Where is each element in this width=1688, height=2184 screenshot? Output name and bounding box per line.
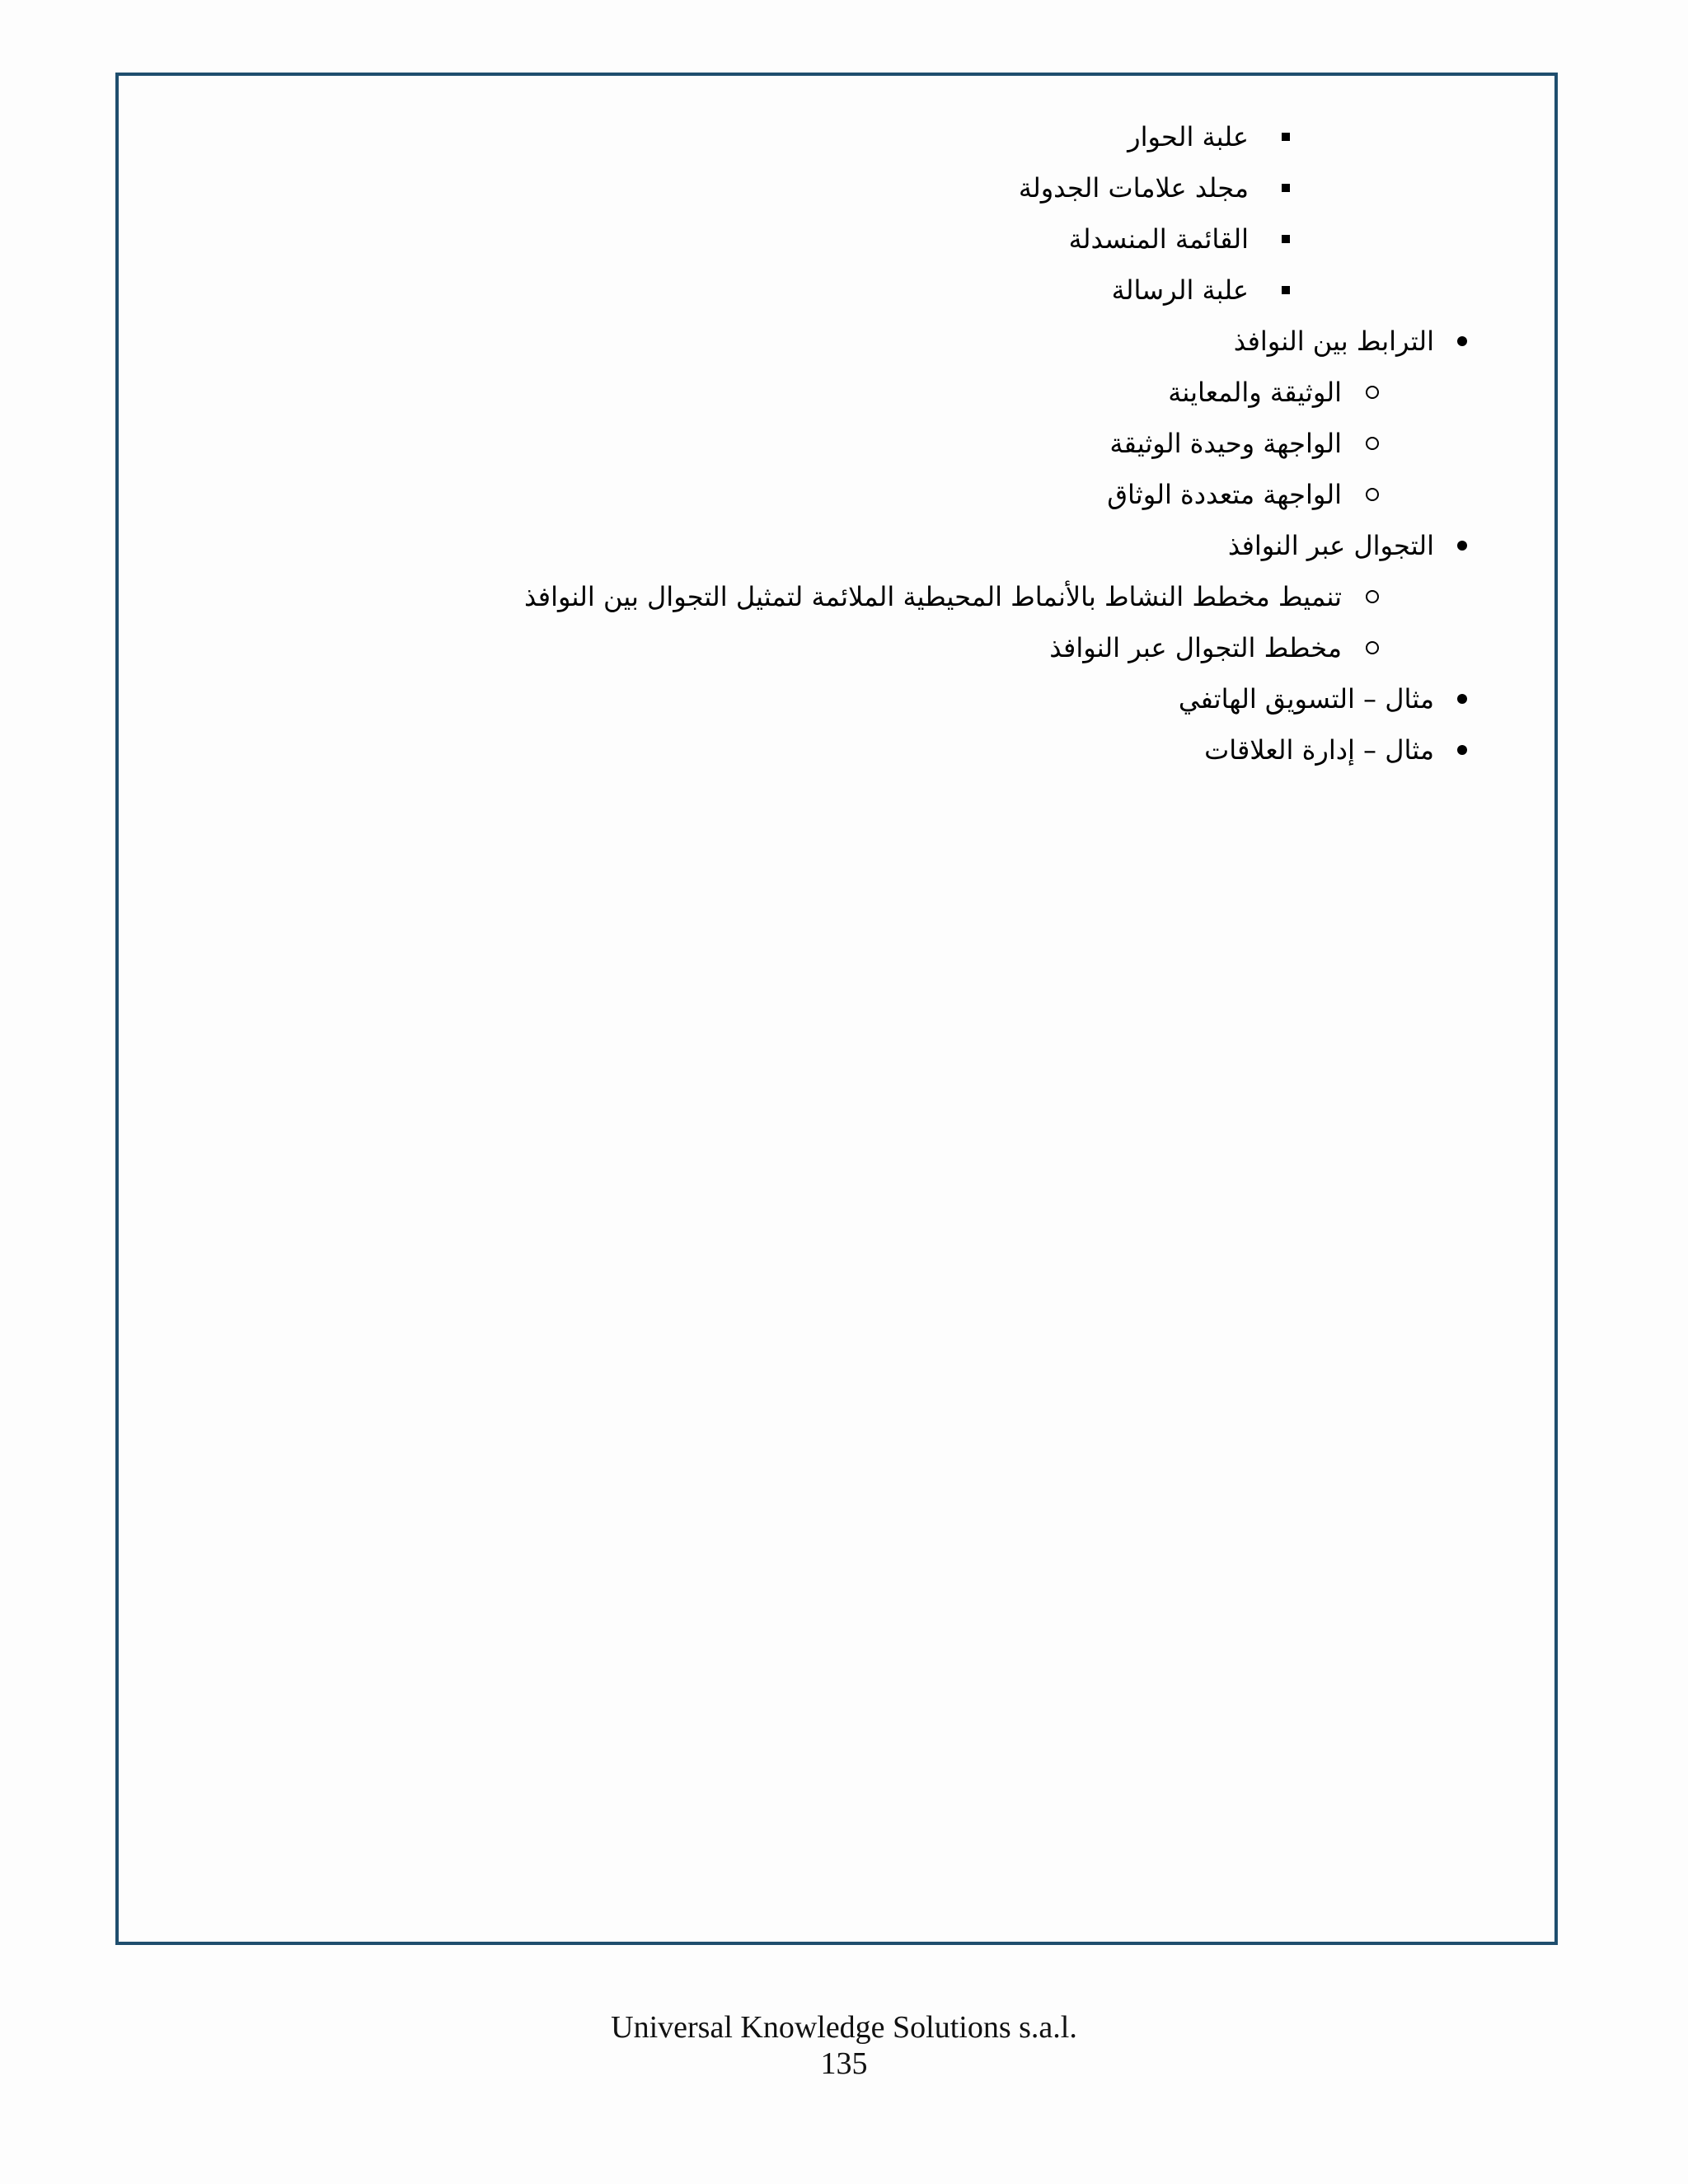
list-item (0, 470, 1688, 519)
circle-bullet-icon (1364, 368, 1381, 417)
list-item (0, 674, 1688, 724)
page-number: 135 (820, 2046, 868, 2081)
circle-bullet-icon (1364, 470, 1381, 519)
list-item-text: مثال – التسويق الهاتفي (1178, 683, 1434, 715)
list-item-text: تنميط مخطط النشاط بالأنماط المحيطية الملائمة لتمثيل التجوال بين النوافذ (523, 581, 1342, 612)
square-bullet-icon (1278, 265, 1294, 315)
list-item (0, 265, 1688, 315)
circle-bullet-icon (1364, 623, 1381, 673)
square-bullet-icon (1278, 214, 1294, 264)
list-item-text: علبة الحوار (1128, 121, 1249, 152)
list-item (0, 725, 1688, 775)
list-item-text: مثال – إدارة العلاقات (1204, 734, 1434, 766)
bullet-icon (1454, 316, 1470, 366)
list-item-text: مخطط التجوال عبر النوافذ (1049, 632, 1342, 663)
list-item (0, 572, 1688, 621)
circle-bullet-icon (1364, 572, 1381, 621)
list-item (0, 214, 1688, 264)
list-item-text: الواجهة وحيدة الوثيقة (1109, 428, 1342, 459)
list-item (0, 316, 1688, 366)
list-item (0, 163, 1688, 213)
list-item (0, 419, 1688, 468)
list-item (0, 368, 1688, 417)
bullet-icon (1454, 725, 1470, 775)
square-bullet-icon (1278, 163, 1294, 213)
list-item-text: التجوال عبر النوافذ (1227, 530, 1434, 561)
list-item-text: الترابط بين النوافذ (1233, 326, 1434, 357)
list-item-text: مجلد علامات الجدولة (1018, 172, 1249, 204)
square-bullet-icon (1278, 112, 1294, 162)
list-item-text: الواجهة متعددة الوثاق (1107, 479, 1342, 510)
footer-publisher: Universal Knowledge Solutions s.a.l. (611, 2010, 1077, 2045)
list-item-text: علبة الرسالة (1111, 274, 1249, 306)
list-item (0, 623, 1688, 673)
bullet-icon (1454, 521, 1470, 570)
list-item-text: القائمة المنسدلة (1068, 223, 1249, 255)
list-item (0, 112, 1688, 162)
list-item-text: الوثيقة والمعاينة (1168, 377, 1342, 408)
bullet-icon (1454, 674, 1470, 724)
circle-bullet-icon (1364, 419, 1381, 468)
list-item (0, 521, 1688, 570)
